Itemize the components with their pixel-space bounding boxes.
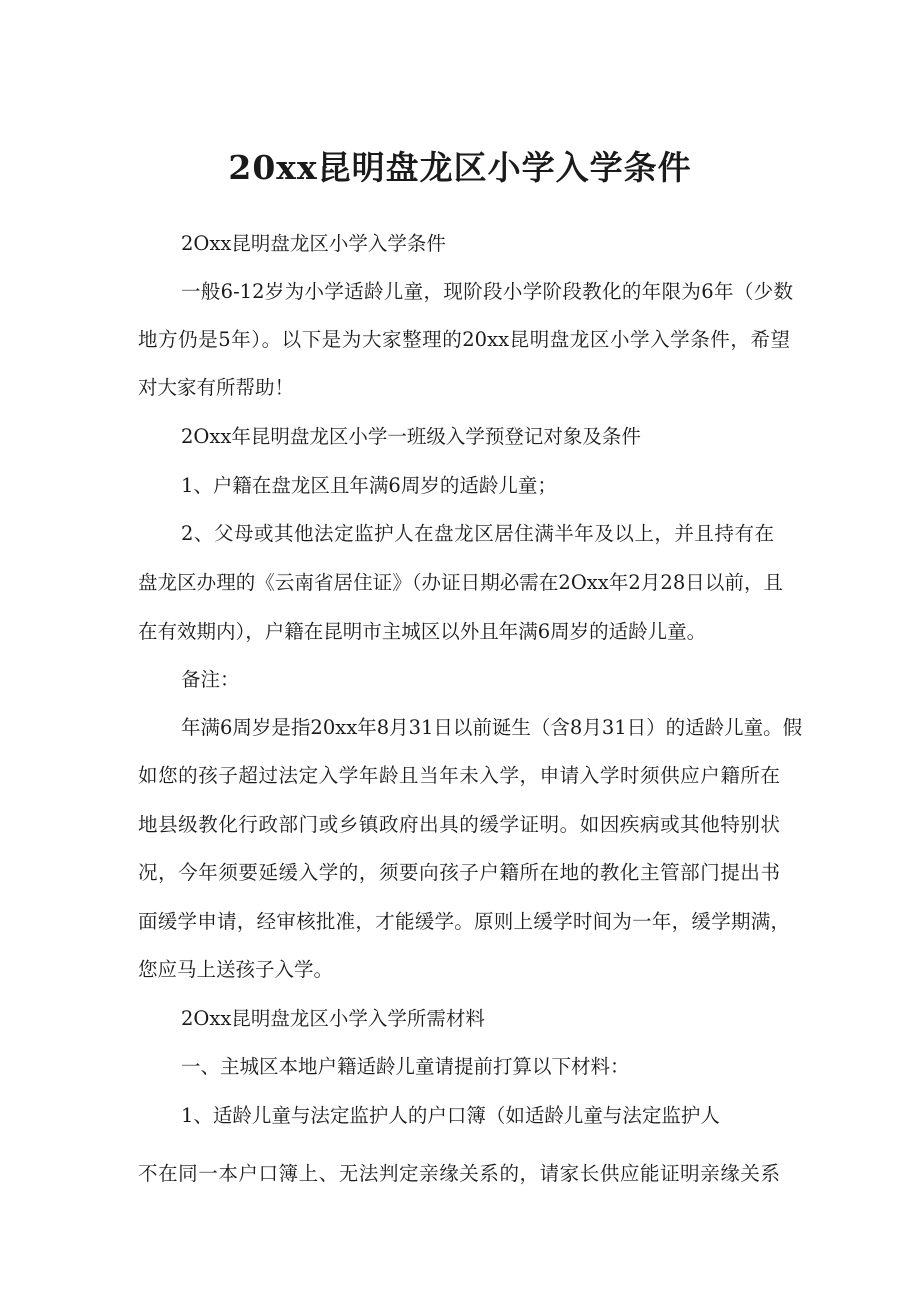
list-item: 2、父母或其他法定监护人在盘龙区居住满半年及以上，并且持有在 xyxy=(181,522,774,545)
paragraph-line: 盘龙区办理的《云南省居住证》（办证日期必需在2Oxx年2月28日以前，且 xyxy=(138,571,783,594)
paragraph-line: 对大家有所帮助！ xyxy=(138,376,295,399)
paragraph-line: 在有效期内），户籍在昆明市主城区以外且年满6周岁的适龄儿童。 xyxy=(138,620,707,643)
paragraph-line: 地方仍是5年）。以下是为大家整理的20xx昆明盘龙区小学入学条件，希望 xyxy=(138,328,790,351)
section-heading: 2Oxx年昆明盘龙区小学一班级入学预登记对象及条件 xyxy=(181,425,641,448)
note-label: 备注： xyxy=(181,668,240,691)
paragraph-line: 不在同一本户口簿上、无法判定亲缘关系的，请家长供应能证明亲缘关系 xyxy=(138,1162,780,1185)
section-heading: 2Oxx昆明盘龙区小学入学所需材料 xyxy=(181,1007,485,1030)
paragraph-line: 年满6周岁是指20xx年8月31日以前诞生（含8月31日）的适龄儿童。假 xyxy=(181,716,803,739)
paragraph-line-subtitle: 2Oxx昆明盘龙区小学入学条件 xyxy=(181,232,446,255)
paragraph-line: 一般6-12岁为小学适龄儿童，现阶段小学阶段教化的年限为6年（少数 xyxy=(181,280,793,303)
list-item: 1、户籍在盘龙区且年满6周岁的适龄儿童； xyxy=(181,474,557,497)
paragraph-line: 面缓学申请，经审核批准，才能缓学。原则上缓学时间为一年，缓学期满， xyxy=(138,910,790,933)
paragraph-line: 如您的孩子超过法定入学年龄且当年未入学，申请入学时须供应户籍所在 xyxy=(138,764,780,787)
paragraph-line: 地县级教化行政部门或乡镇政府出具的缓学证明。如因疾病或其他特别状 xyxy=(138,813,780,836)
list-heading: 一、主城区本地户籍适龄儿童请提前打算以下材料： xyxy=(181,1055,630,1078)
paragraph-line: 您应马上送孩子入学。 xyxy=(138,958,334,981)
paragraph-line: 况，今年须要延缓入学的，须要向孩子户籍所在地的教化主管部门提出书 xyxy=(138,861,780,884)
list-item: 1、适龄儿童与法定监护人的户口簿（如适龄儿童与法定监护人 xyxy=(181,1104,720,1127)
document-title: 20xx昆明盘龙区小学入学条件 xyxy=(228,148,692,187)
